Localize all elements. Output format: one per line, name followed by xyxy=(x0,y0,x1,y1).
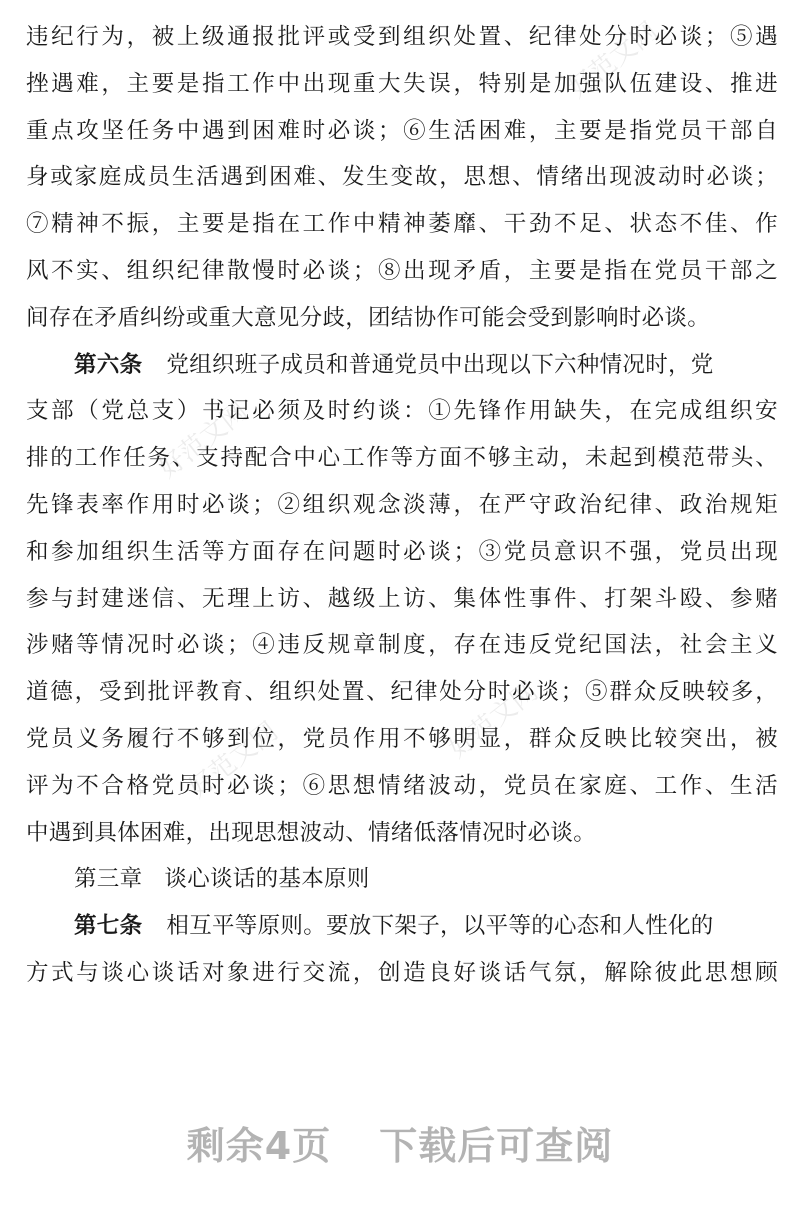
paragraph-line: 挫遇难，主要是指工作中出现重大失误，特别是加强队伍建设、推进 xyxy=(26,70,778,97)
paragraph-line: 风不实、组织纪律散慢时必谈；⑧出现矛盾，主要是指在党员干部之 xyxy=(26,257,778,284)
remaining-pages-text: 剩余4页 xyxy=(186,1124,332,1168)
article-6-text: 党组织班子成员和普通党员中出现以下六种情况时，党 xyxy=(166,351,714,378)
download-notice xyxy=(0,1115,800,1170)
watermark: 好范文网 xyxy=(443,676,544,765)
chapter-3-heading xyxy=(26,856,778,903)
download-to-view-text: 下载后可查阅 xyxy=(379,1124,614,1168)
paragraph-line: 党员义务履行不够到位，党员作用不够明显，群众反映比较突出，被 xyxy=(26,725,778,752)
paragraph-line: 身或家庭成员生活遇到困难、发生变故，思想、情绪出现波动时必谈； xyxy=(26,164,778,191)
chapter-number: 第三章 xyxy=(74,866,143,893)
article-6-heading: 第六条 xyxy=(74,351,143,378)
document-body xyxy=(26,14,778,997)
watermark: 好范文网 xyxy=(183,716,284,805)
article-7-heading: 第七条 xyxy=(74,913,143,940)
paragraph-line: 道德，受到批评教育、组织处置、纪律处分时必谈；⑤群众反映较多， xyxy=(26,679,778,706)
paragraph-line: 和参加组织生活等方面存在问题时必谈；③党员意识不强，党员出现 xyxy=(26,538,778,565)
article-6-first-line xyxy=(26,342,778,389)
paragraph-line: 重点攻坚任务中遇到困难时必谈；⑥生活困难，主要是指党员干部自 xyxy=(26,117,778,144)
watermark: 好范文网 xyxy=(153,396,254,485)
paragraph-line: 违纪行为，被上级通报批评或受到组织处置、纪律处分时必谈；⑤遇 xyxy=(26,24,778,50)
paragraph-line: 间存在矛盾纠纷或重大意见分歧，团结协作可能会受到影响时必谈。 xyxy=(26,304,711,331)
article-7-text: 相互平等原则。要放下架子，以平等的心态和人性化的 xyxy=(166,913,714,940)
paragraph-line: 方式与谈心谈话对象进行交流，创造良好谈话气氛，解除彼此思想顾 xyxy=(26,959,778,986)
paragraph-line: 中遇到具体困难，出现思想波动、情绪低落情况时必谈。 xyxy=(26,819,597,846)
paragraph-line: 支部（党总支）书记必须及时约谈：①先锋作用缺失，在完成组织安 xyxy=(26,398,778,425)
chapter-title: 谈心谈话的基本原则 xyxy=(164,866,370,893)
paragraph-line: 评为不合格党员时必谈；⑥思想情绪波动，党员在家庭、工作、生活 xyxy=(26,772,778,799)
paragraph-line: 先锋表率作用时必谈；②组织观念淡薄，在严守政治纪律、政治规矩 xyxy=(26,491,778,518)
paragraph-line: 参与封建迷信、无理上访、越级上访、集体性事件、打架斗殴、参赌 xyxy=(26,585,778,612)
paragraph-line: 排的工作任务、支持配合中心工作等方面不够主动，未起到模范带头、 xyxy=(26,445,778,472)
paragraph-line: ⑦精神不振，主要是指在工作中精神萎靡、干劲不足、状态不佳、作 xyxy=(26,211,778,238)
watermark: 好范文网 xyxy=(563,16,664,105)
paragraph-line: 涉赌等情况时必谈；④违反规章制度，存在违反党纪国法，社会主义 xyxy=(26,632,778,659)
article-7-first-line xyxy=(26,903,778,950)
